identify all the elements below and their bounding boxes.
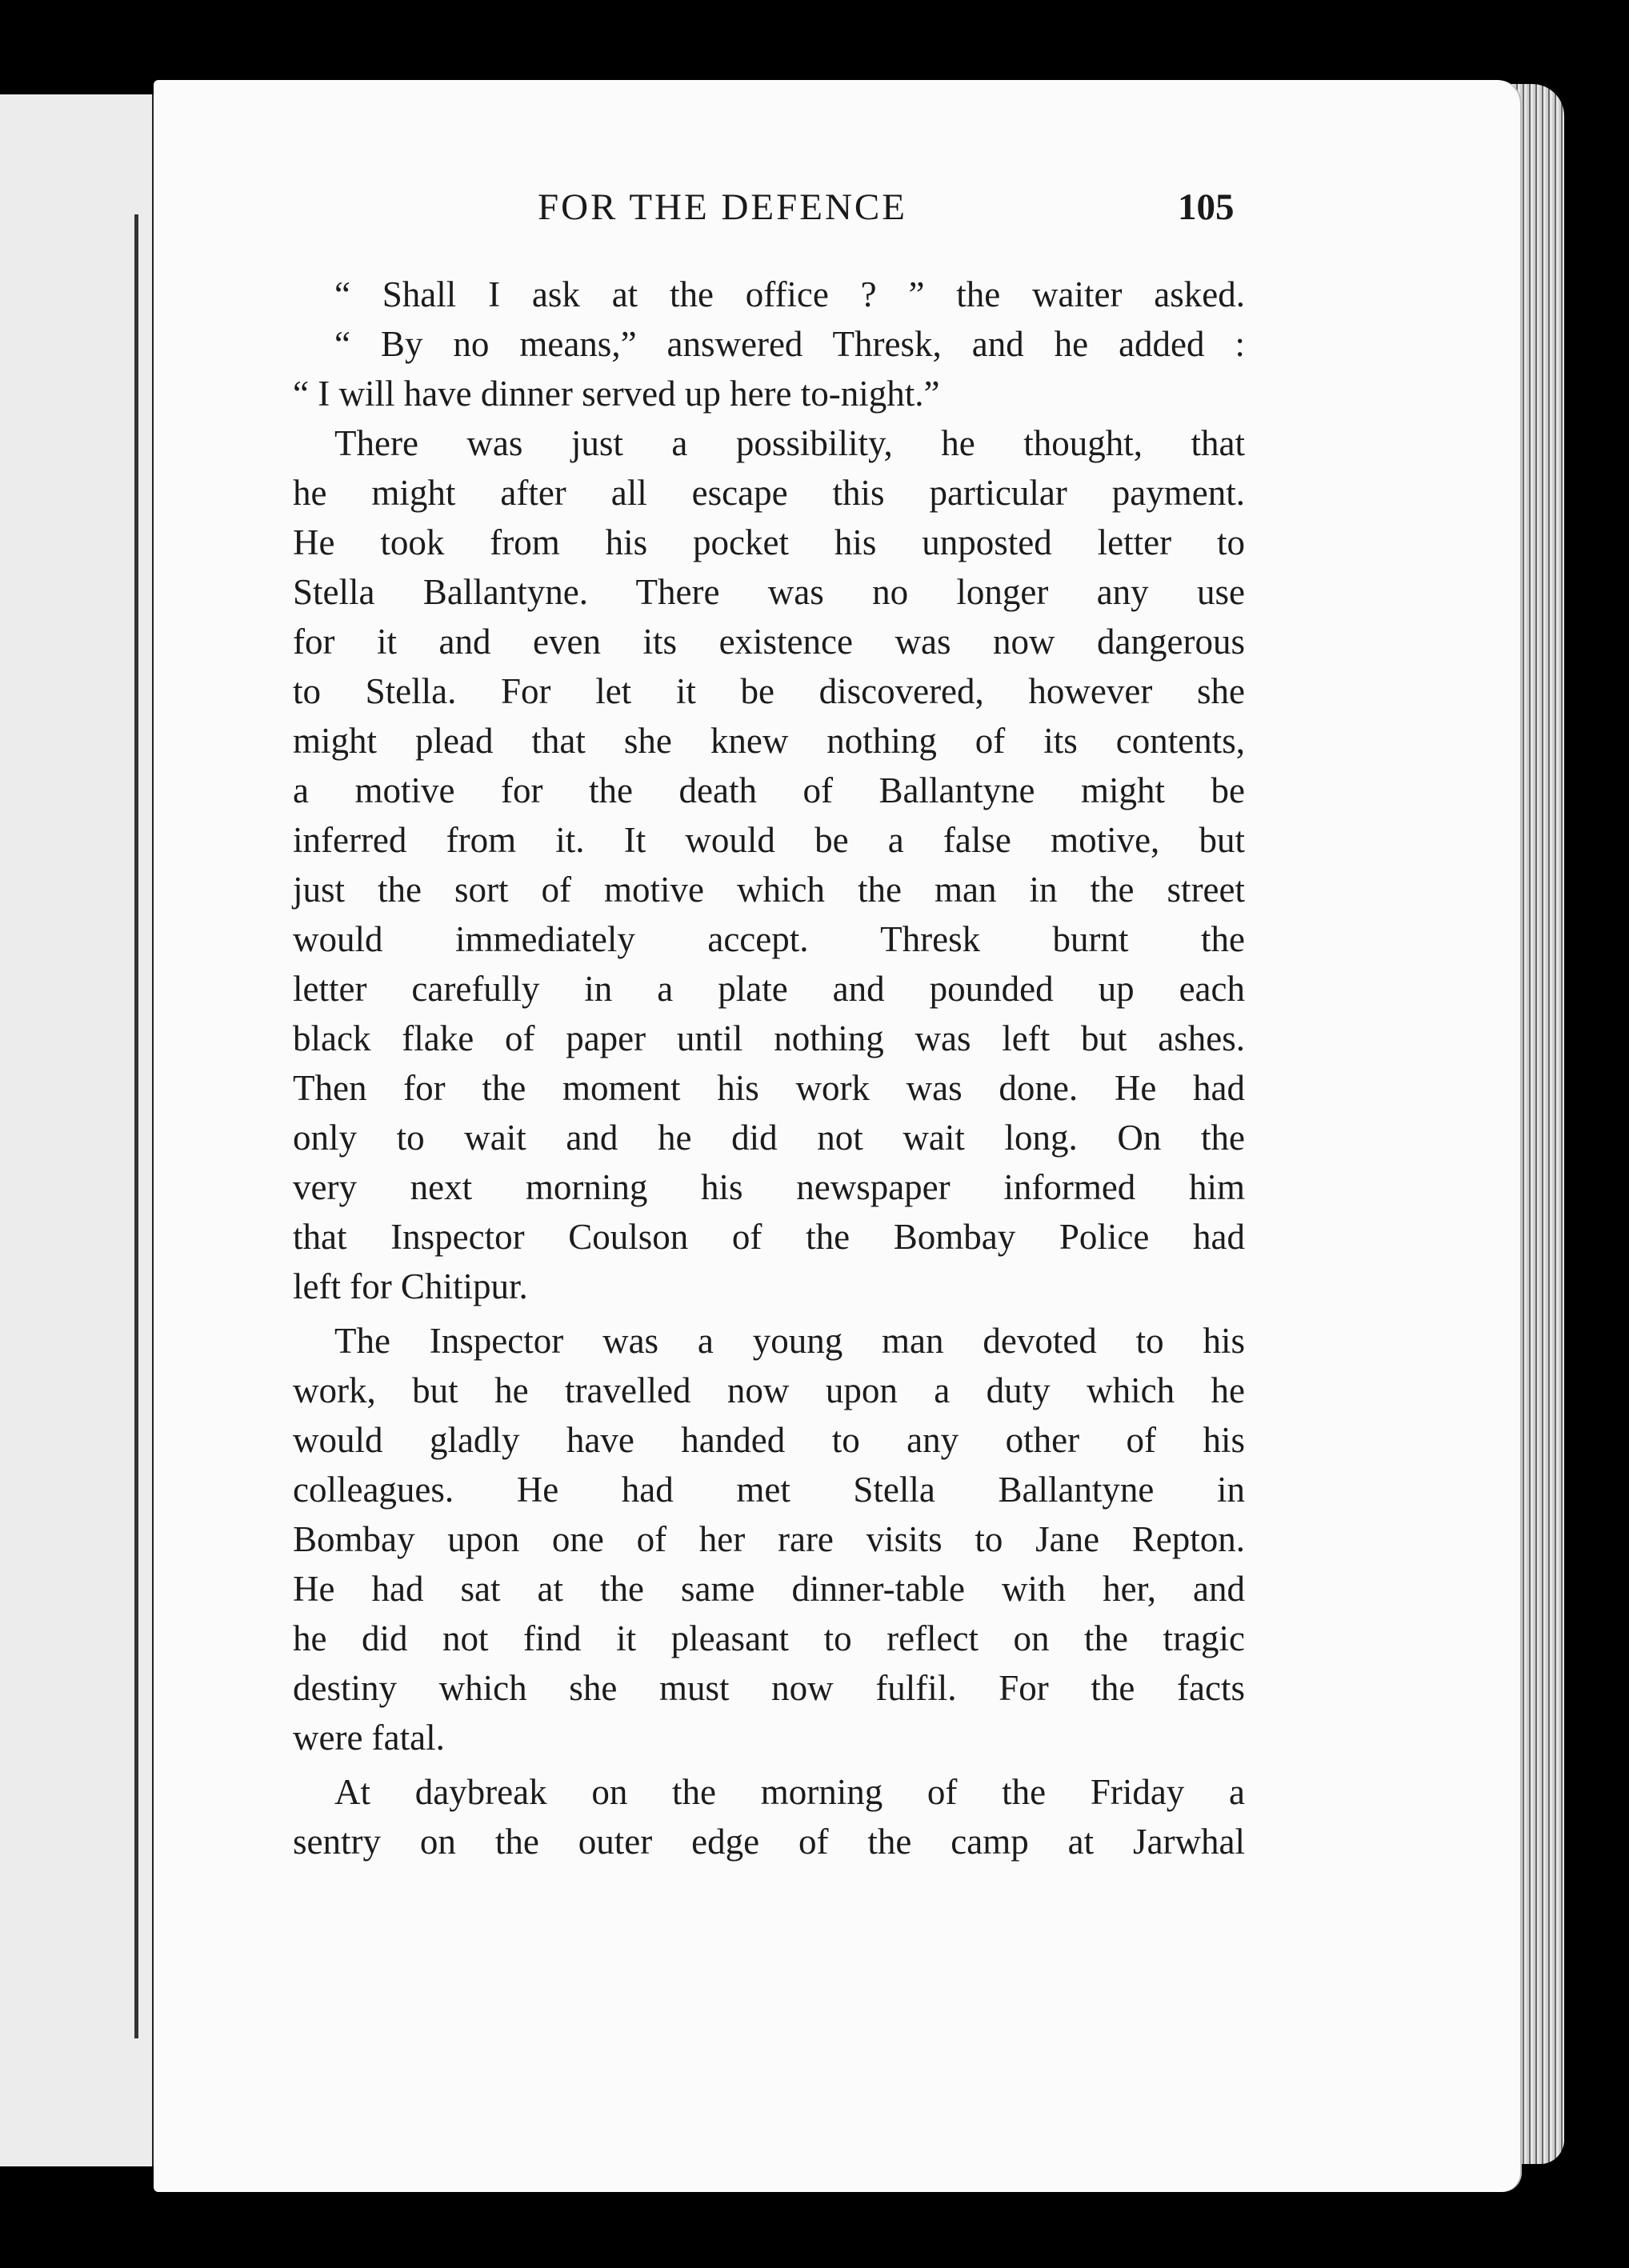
text-line: might plead that she knew nothing of its contents, xyxy=(293,721,1245,761)
text-line: “ By no means,” answered Thresk, and he added : xyxy=(334,324,1245,364)
text-line: There was just a possibility, he thought, that xyxy=(334,423,1245,463)
text-line: inferred from it. It would be a false motive, but xyxy=(293,820,1245,860)
text-line: “ Shall I ask at the office ? ” the waiter asked. xyxy=(334,274,1245,314)
text-line: He took from his pocket his unposted letter to xyxy=(293,522,1245,562)
page-number: 105 xyxy=(1178,186,1235,228)
text-line: left for Chitipur. xyxy=(293,1266,528,1306)
text-line: he might after all escape this particular payment. xyxy=(293,473,1245,513)
text-line: were fatal. xyxy=(293,1718,445,1758)
text-line: just the sort of motive which the man in the street xyxy=(293,870,1245,910)
text-line: colleagues. He had met Stella Ballantyne in xyxy=(293,1470,1245,1510)
text-line: only to wait and he did not wait long. On the xyxy=(293,1118,1245,1158)
binding-gutter xyxy=(134,214,138,2038)
text-line: At daybreak on the morning of the Friday a xyxy=(334,1772,1245,1812)
text-line: “ I will have dinner served up here to-night.” xyxy=(293,374,940,414)
facing-page xyxy=(0,94,155,2166)
text-line: work, but he travelled now upon a duty which he xyxy=(293,1370,1245,1410)
text-line: He had sat at the same dinner-table with her, and xyxy=(293,1569,1245,1609)
text-line: very next morning his newspaper informed him xyxy=(293,1167,1245,1207)
text-line: a motive for the death of Ballantyne might be xyxy=(293,770,1245,810)
running-head xyxy=(0,186,1629,242)
text-line: Bombay upon one of her rare visits to Jane Repton. xyxy=(293,1519,1245,1559)
text-line: that Inspector Coulson of the Bombay Police had xyxy=(293,1217,1245,1257)
text-line: to Stella. For let it be discovered, however she xyxy=(293,671,1245,711)
text-line: would immediately accept. Thresk burnt the xyxy=(293,919,1245,959)
text-line: sentry on the outer edge of the camp at Jarwhal xyxy=(293,1822,1245,1862)
text-line: Stella Ballantyne. There was no longer any use xyxy=(293,572,1245,612)
text-line: for it and even its existence was now dangerous xyxy=(293,622,1245,662)
text-line: Then for the moment his work was done. He had xyxy=(293,1068,1245,1108)
text-line: would gladly have handed to any other of his xyxy=(293,1420,1245,1460)
text-line: he did not find it pleasant to reflect on the tragic xyxy=(293,1618,1245,1658)
text-line: destiny which she must now fulfil. For the facts xyxy=(293,1668,1245,1708)
body-text xyxy=(293,270,1245,1866)
text-line: letter carefully in a plate and pounded up each xyxy=(293,969,1245,1009)
text-line: The Inspector was a young man devoted to his xyxy=(334,1321,1245,1361)
text-line: black flake of paper until nothing was left but ashes. xyxy=(293,1018,1245,1058)
running-title: FOR THE DEFENCE xyxy=(538,186,907,228)
